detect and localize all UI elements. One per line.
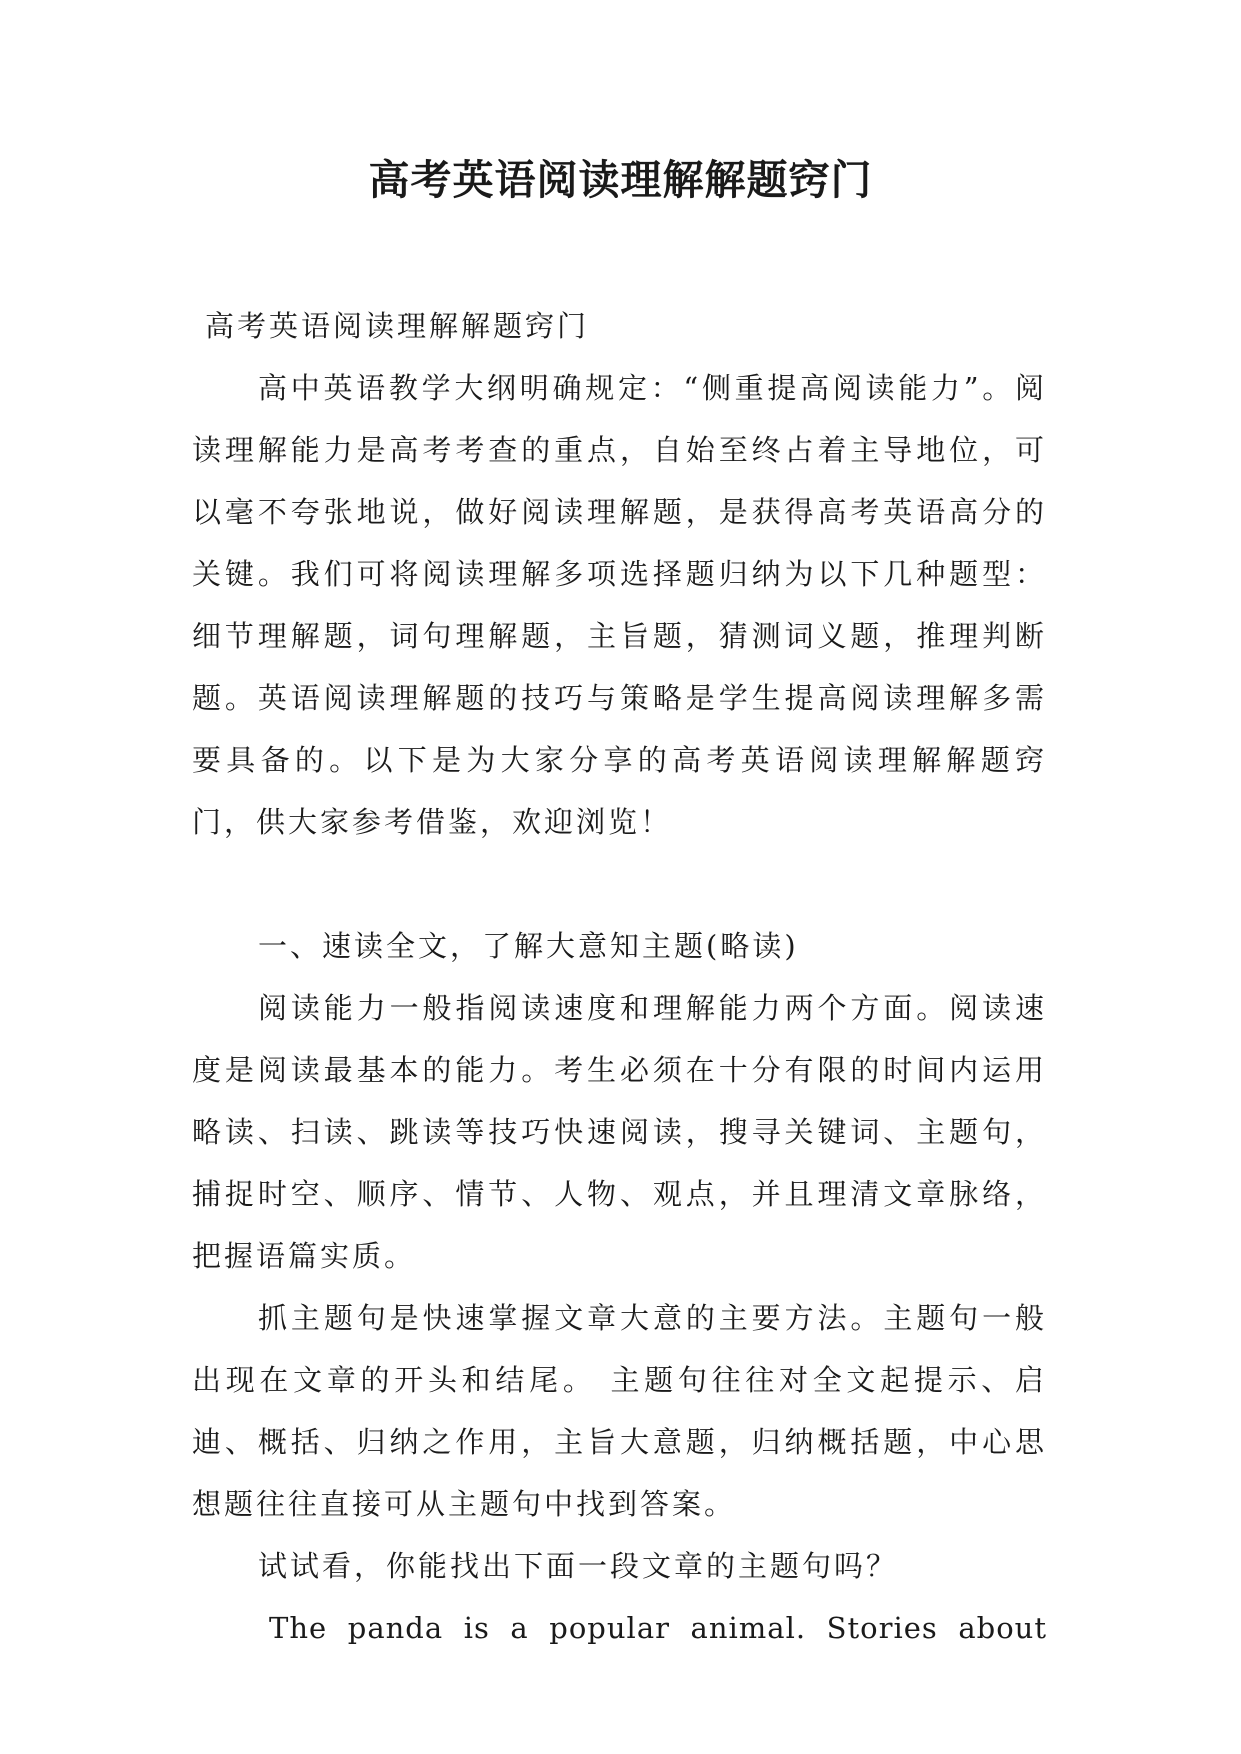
document-title: 高考英语阅读理解解题窍门 xyxy=(368,156,873,204)
reading-speed-paragraph: 阅读能力一般指阅读速度和理解能力两个方面。阅读速度是阅读最基本的能力。考生必须在十分有限的时间内运用略读、扫读、跳读等技巧快速阅读，搜寻关键词、主题句，捕捉时空、顺序、情节、人物、观点，并且理清文章脉络，把握语篇实质。 xyxy=(192,991,1047,1273)
paragraph-spacer xyxy=(192,853,1047,915)
topic-sentence-paragraph: 抓主题句是快速掌握文章大意的主要方法。主题句一般出现在文章的开头和结尾。 主题句往往对全文起提示、启迪、概括、归纳之作用，主旨大意题，归纳概括题，中心思想题往往直接可从主题句中找到答案。 xyxy=(192,1301,1047,1521)
document-body xyxy=(192,295,1047,1659)
english-passage-line: The panda is a popular animal. Stories about xyxy=(269,1611,1047,1645)
try-it-paragraph: 试试看，你能找出下面一段文章的主题句吗？ xyxy=(258,1549,899,1583)
section-heading: 一、速读全文，了解大意知主题(略读) xyxy=(258,929,799,963)
document-subtitle: 高考英语阅读理解解题窍门 xyxy=(205,309,590,343)
intro-paragraph: 高中英语教学大纲明确规定：“侧重提高阅读能力”。阅读理解能力是高考考查的重点，自始至终占着主导地位，可以毫不夸张地说，做好阅读理解题，是获得高考英语高分的关键。我们可将阅读理解多项选择题归纳为以下几种题型：细节理解题，词句理解题，主旨题，猜测词义题，推理判断题。英语阅读理解题的技巧与策略是学生提高阅读理解多需要具备的。以下是为大家分享的高考英语阅读理解解题窍门，供大家参考借鉴，欢迎浏览！ xyxy=(192,371,1047,839)
